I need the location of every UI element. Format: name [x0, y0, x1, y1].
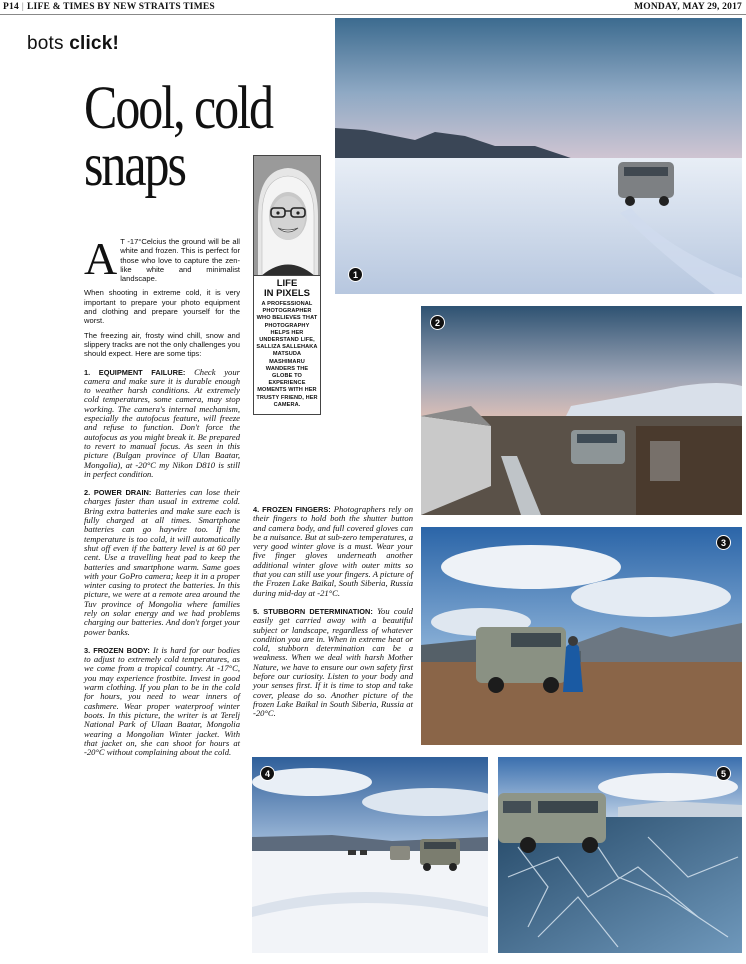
headline-line: snaps — [84, 132, 185, 199]
tip-paragraph: 4. FROZEN FINGERS: Photographers rely on their fingers to hold both the shutter button and camera body, and full covered gloves can be a nuisance. But at sub-zero temperatures, a very good winter glove is a must. Wear your five finger gloves underneath another additional winter glove with outer mitts so that you can still use your fingers. A picture of the Frozen Lake Baikal, South Siberia, Russia during mid-day at -21°C. — [253, 504, 413, 598]
tip-paragraph: 2. POWER DRAIN: Batteries can lose their charges faster than usual in extreme cold. Bring extra batteries and make sure each is fully charged at all times. Smartphone batteries can go haywire too. If the temperature is too cold, it will automatically shut off even if the battery level is at 60 per cent. Use a travelling heat pad to keep the batteries and smartphone warm. Same goes with your GoPro camera; keep it in a proper winter casing to protect the batteries. In this picture, we were at a remote area around the Tuv province of Mongolia where families rely on solar energy and we had problems charging our batteries. And don't forget your power banks. — [84, 487, 240, 637]
drop-cap: A — [84, 233, 118, 284]
tip-paragraph: 5. STUBBORN DETERMINATION: You could easily get carried away with a beautiful subject or landscape, regardless of whatever condition you are in. When in extreme heat or cold, stubborn determination can be a weakness. When we deal with harsh Mother Nature, we have to ensure our own safety first before our curiosity. Listen to your body and your senses first. If it is time to stop and take cover, please do so. Another picture of the frozen Lake Baikal in South Siberia, Russia at -20°C. — [253, 605, 413, 719]
photo-number-badge: 1 — [348, 267, 363, 282]
ger-camp-van-image — [421, 306, 742, 515]
photo-number-badge: 4 — [260, 766, 275, 781]
section-label-light: bots — [27, 33, 64, 54]
bio-text: A PROFESSIONAL PHOTOGRAPHER WHO BELIEVES THAT PHOTOGRAPHY HELPS HER UNDERSTAND LIFE, SALLIZA SALLEHAKA MATSUDA MASHIMARU WANDERS THE GLOBE TO EXPERIENCE MOMENTS WITH HER TRUSTY FRIEND, HER CAMERA. — [256, 301, 318, 408]
masthead — [0, 0, 746, 15]
section-label-bold: click! — [69, 33, 119, 54]
photo-number-badge: 5 — [716, 766, 731, 781]
headline-line: Cool, cold — [84, 75, 272, 142]
lead-paragraph: A T -17°Celcius the ground will be all white and frozen. This is perfect for those who love to capture the zen-like white and minimalist landscape. — [84, 233, 240, 284]
photo-number-badge: 3 — [716, 535, 731, 550]
photo-3 — [421, 527, 742, 745]
masthead-left: P14 | LIFE & TIMES BY NEW STRAITS TIMES — [3, 2, 215, 12]
photo-4 — [252, 757, 488, 953]
author-photo — [253, 155, 321, 276]
article-column-1 — [84, 233, 240, 766]
terelj-van-writer-image — [421, 527, 742, 745]
photo-2 — [421, 306, 742, 515]
author-portrait-icon — [254, 156, 321, 276]
page-number: P14 — [3, 2, 19, 12]
article-column-2 — [253, 505, 413, 728]
author-bio-box — [253, 276, 321, 415]
tip-paragraph: 3. FROZEN BODY: It is hard for our bodies to adjust to extremely cold temperatures, as we come from a tropical country. At -17°C, you may experience frostbite. Invest in good warm clothing. If you plan to be in the cold for hours, you need to wear inners of cashmere. Wear proper waterproof winter boots. In this picture, the writer is at Terelj National Park of Ulaan Baatar, Mongolia wearing a Mongolian Winter jacket. With that jacket on, she can shoot for hours at -20°C without complaining about the cold. — [84, 644, 240, 758]
frozen-lake-vans-image — [252, 757, 488, 953]
body-paragraph: The freezing air, frosty wind chill, snow and slippery tracks are not the only challenges you should expect. Here are some tips: — [84, 330, 240, 359]
baikal-ice-van-image — [498, 757, 742, 953]
snow-field-van-image — [335, 18, 742, 294]
issue-date: MONDAY, MAY 29, 2017 — [634, 2, 742, 12]
bio-title: LIFE IN PIXELS — [264, 278, 310, 299]
photo-5 — [498, 757, 742, 953]
section-label — [27, 33, 119, 55]
author-profile — [253, 155, 321, 490]
photo-number-badge: 2 — [430, 315, 445, 330]
tip-paragraph: 1. EQUIPMENT FAILURE: Check your camera and make sure it is durable enough to weather harsh conditions. At extremely cold temperatures, some camera, may stop working. The camera's internal mechanism, especially the autofocus feature, will freeze and refuse to function. Don't force the autofocus as you might break it. Be prepared to revert to manual focus. As seen in this picture (Bulgan province of Ulan Baatar, Mongolia), at -20°C my Nikon D810 is still in perfect condition. — [84, 366, 240, 479]
body-paragraph: When shooting in extreme cold, it is very important to prepare your photo equipment and clothing and prepare yourself for the worst. — [84, 288, 240, 326]
photo-1 — [335, 18, 742, 294]
publication-name: LIFE & TIMES BY NEW STRAITS TIMES — [27, 2, 215, 12]
